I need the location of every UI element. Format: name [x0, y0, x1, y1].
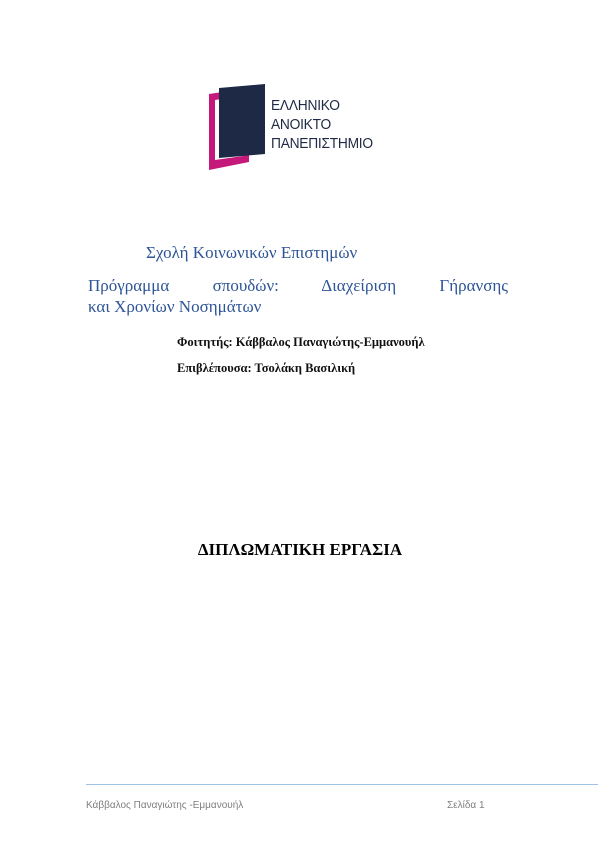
footer-author: Κάββαλος Παναγιώτης -Εμμανουήλ — [86, 800, 244, 811]
university-logo-mark-icon — [205, 84, 265, 172]
school-name: Σχολή Κοινωνικών Επιστημών — [146, 243, 358, 262]
supervisor-name: Επιβλέπουσα: Τσολάκη Βασιλική — [177, 361, 356, 375]
logo-line-3: ΠΑΝΕΠΙΣΤΗΜΙΟ — [271, 135, 373, 152]
footer-page-number: Σελίδα 1 — [447, 800, 485, 811]
student-name: Φοιτητής: Κάββαλος Παναγιώτης-Εμμανουήλ — [177, 335, 425, 349]
university-logo-text — [271, 96, 373, 153]
thesis-title: ΔΙΠΛΩΜΑΤΙΚΗ ΕΡΓΑΣΙΑ — [197, 540, 403, 559]
program-title-line-1: Πρόγραμμα σπουδών: Διαχείριση Γήρανσης — [88, 276, 508, 295]
logo-line-2: ΑΝΟΙΚΤΟ — [271, 116, 331, 133]
program-title-line-2: και Χρονίων Νοσημάτων — [88, 297, 262, 316]
footer-divider — [86, 784, 598, 785]
program-title — [88, 275, 508, 317]
university-logo — [205, 84, 385, 174]
logo-line-1: ΕΛΛΗΝΙΚΟ — [271, 97, 340, 114]
